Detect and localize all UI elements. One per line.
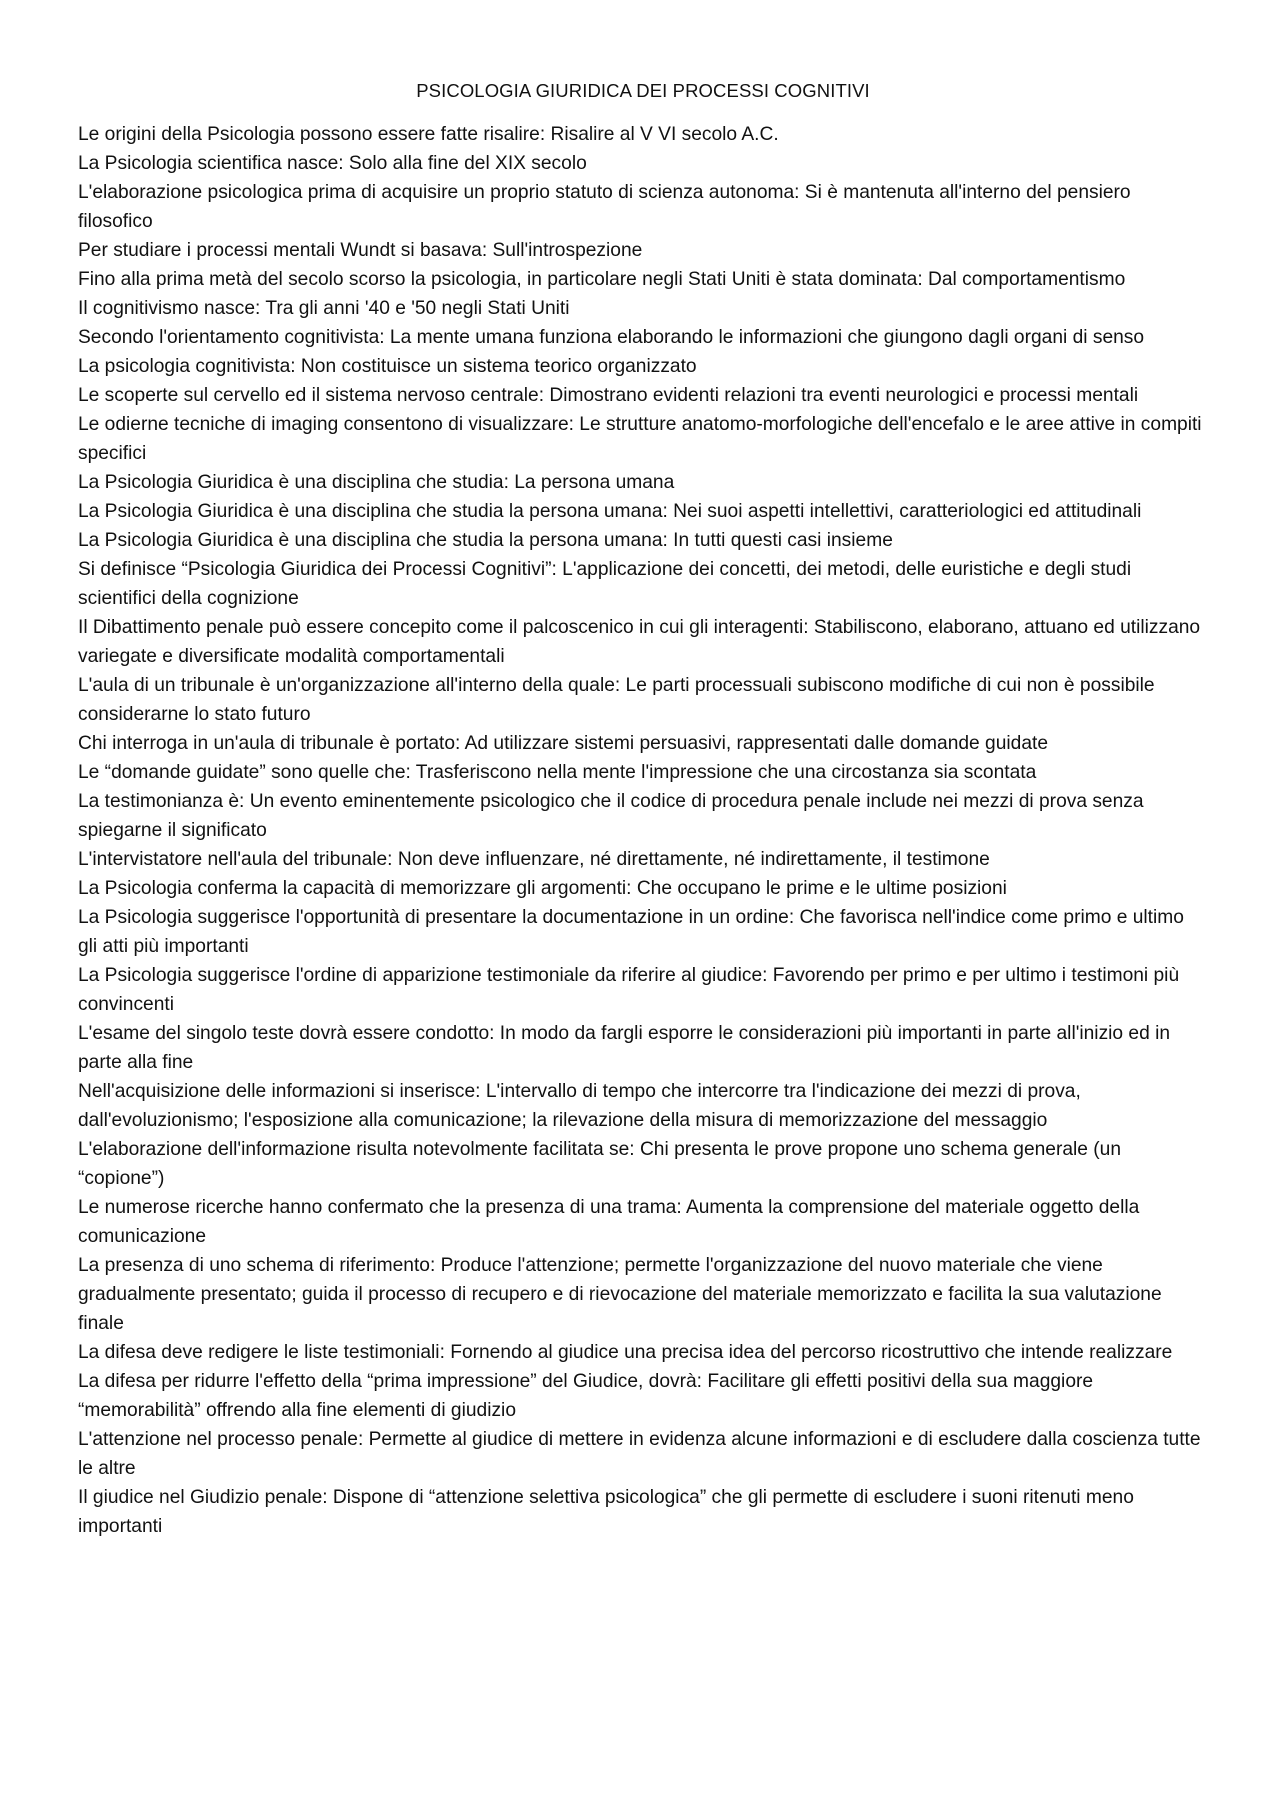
qa-entry-30: La difesa per ridurre l'effetto della “prima impressione” del Giudice, dovrà: Facilitare gli effetti positivi della sua maggiore “memorabilità” offrendo alla fine elementi di giudizio: [78, 1371, 1094, 1421]
qa-entry-9: Le scoperte sul cervello ed il sistema nervoso centrale: Dimostrano evidenti relazioni tra eventi neurologici e processi mentali: [78, 385, 1139, 406]
qa-entry-24: L'esame del singolo teste dovrà essere condotto: In modo da fargli esporre le considerazioni più importanti in parte all'inizio ed in parte alla fine: [78, 1023, 1171, 1073]
qa-list: [78, 120, 1208, 1541]
qa-entry-17: Chi interroga in un'aula di tribunale è portato: Ad utilizzare sistemi persuasivi, rappresentati dalle domande guidate: [78, 733, 1048, 754]
qa-entry-28: La presenza di uno schema di riferimento: Produce l'attenzione; permette l'organizzazione del nuovo materiale che viene gradualmente presentato; guida il processo di recupero e di rievocazione del materiale memorizzato e facilita la sua valutazione finale: [78, 1255, 1162, 1334]
qa-entry-1: Le origini della Psicologia possono essere fatte risalire: Risalire al V VI secolo A.C.: [78, 124, 779, 145]
qa-entry-19: La testimonianza è: Un evento eminentemente psicologico che il codice di procedura penale include nei mezzi di prova senza spiegarne il significato: [78, 791, 1144, 841]
qa-entry-31: L'attenzione nel processo penale: Permette al giudice di mettere in evidenza alcune informazioni e di escludere dalla coscienza tutte le altre: [78, 1429, 1201, 1479]
qa-entry-18: Le “domande guidate” sono quelle che: Trasferiscono nella mente l'impressione che una circostanza sia scontata: [78, 762, 1037, 783]
qa-entry-22: La Psicologia suggerisce l'opportunità di presentare la documentazione in un ordine: Che favorisca nell'indice come primo e ultimo gli atti più importanti: [78, 907, 1184, 957]
qa-entry-20: L'intervistatore nell'aula del tribunale: Non deve influenzare, né direttamente, né indirettamente, il testimone: [78, 849, 990, 870]
qa-entry-12: La Psicologia Giuridica è una disciplina che studia la persona umana: Nei suoi aspetti intellettivi, caratteriologici ed attitudinali: [78, 501, 1142, 522]
qa-entry-10: Le odierne tecniche di imaging consentono di visualizzare: Le strutture anatomo-morfologiche dell'encefalo e le aree attive in compiti specifici: [78, 414, 1202, 464]
qa-entry-7: Secondo l'orientamento cognitivista: La mente umana funziona elaborando le informazioni che giungono dagli organi di senso: [78, 327, 1145, 348]
qa-entry-14: Si definisce “Psicologia Giuridica dei Processi Cognitivi”: L'applicazione dei concetti, dei metodi, delle euristiche e degli studi scientifici della cognizione: [78, 559, 1132, 609]
qa-entry-2: La Psicologia scientifica nasce: Solo alla fine del XIX secolo: [78, 153, 587, 174]
qa-entry-4: Per studiare i processi mentali Wundt si basava: Sull'introspezione: [78, 240, 643, 261]
qa-entry-21: La Psicologia conferma la capacità di memorizzare gli argomenti: Che occupano le prime e le ultime posizioni: [78, 878, 1007, 899]
qa-entry-23: La Psicologia suggerisce l'ordine di apparizione testimoniale da riferire al giudice: Favorendo per primo e per ultimo i testimoni più convincenti: [78, 965, 1180, 1015]
qa-entry-32: Il giudice nel Giudizio penale: Dispone di “attenzione selettiva psicologica” che gli permette di escludere i suoni ritenuti meno importanti: [78, 1487, 1134, 1537]
qa-entry-8: La psicologia cognitivista: Non costituisce un sistema teorico organizzato: [78, 356, 697, 377]
qa-entry-27: Le numerose ricerche hanno confermato che la presenza di una trama: Aumenta la comprensione del materiale oggetto della comunicazione: [78, 1197, 1140, 1247]
qa-entry-26: L'elaborazione dell'informazione risulta notevolmente facilitata se: Chi presenta le prove propone uno schema generale (un “copione”): [78, 1139, 1122, 1189]
qa-entry-29: La difesa deve redigere le liste testimoniali: Fornendo al giudice una precisa idea del percorso ricostruttivo che intende realizzare: [78, 1342, 1173, 1363]
qa-entry-5: Fino alla prima metà del secolo scorso la psicologia, in particolare negli Stati Uniti è stata dominata: Dal comportamentismo: [78, 269, 1126, 290]
page-title: PSICOLOGIA GIURIDICA DEI PROCESSI COGNITIVI: [416, 80, 870, 101]
qa-entry-6: Il cognitivismo nasce: Tra gli anni '40 e '50 negli Stati Uniti: [78, 298, 570, 319]
qa-entry-16: L'aula di un tribunale è un'organizzazione all'interno della quale: Le parti processuali subiscono modifiche di cui non è possibile considerarne lo stato futuro: [78, 675, 1155, 725]
qa-entry-3: L'elaborazione psicologica prima di acquisire un proprio statuto di scienza autonoma: Si è mantenuta all'interno del pensiero filosofico: [78, 182, 1131, 232]
qa-entry-13: La Psicologia Giuridica è una disciplina che studia la persona umana: In tutti questi casi insieme: [78, 530, 893, 551]
qa-entry-25: Nell'acquisizione delle informazioni si inserisce: L'intervallo di tempo che intercorre tra l'indicazione dei mezzi di prova, dall'evoluzionismo; l'esposizione alla comunicazione; la rilevazione della misura di memorizzazione del messaggio: [78, 1081, 1081, 1131]
qa-entry-15: Il Dibattimento penale può essere concepito come il palcoscenico in cui gli interagenti: Stabiliscono, elaborano, attuano ed utilizzano variegate e diversificate modalità comportamentali: [78, 617, 1201, 667]
qa-entry-11: La Psicologia Giuridica è una disciplina che studia: La persona umana: [78, 472, 675, 493]
